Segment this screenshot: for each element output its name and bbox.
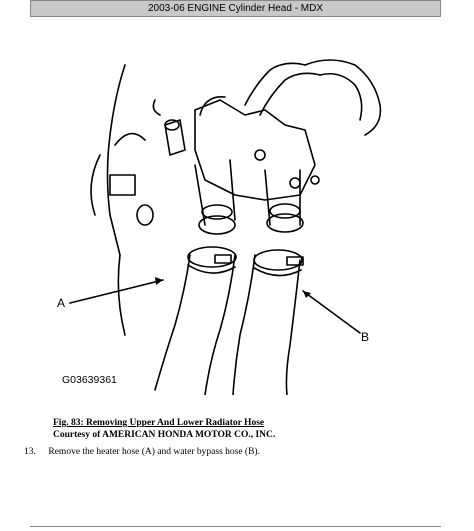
figure-caption [53, 417, 275, 441]
step-number: 13. [24, 447, 36, 457]
bottom-rule [30, 526, 441, 527]
caption-title: Fig. 83: Removing Upper And Lower Radiator Hose [53, 418, 265, 428]
label-b: B [361, 330, 370, 344]
procedure-step [24, 447, 260, 457]
page-header: 2003-06 ENGINE Cylinder Head - MDX [30, 0, 441, 17]
caption-courtesy: Courtesy of AMERICAN HONDA MOTOR CO., INC. [53, 430, 276, 440]
figure-code: G03639361 [62, 374, 117, 386]
engine-hose-diagram [55, 55, 435, 395]
label-a: A [57, 296, 66, 310]
step-text: Remove the heater hose (A) and water bypass hose (B). [48, 447, 260, 457]
